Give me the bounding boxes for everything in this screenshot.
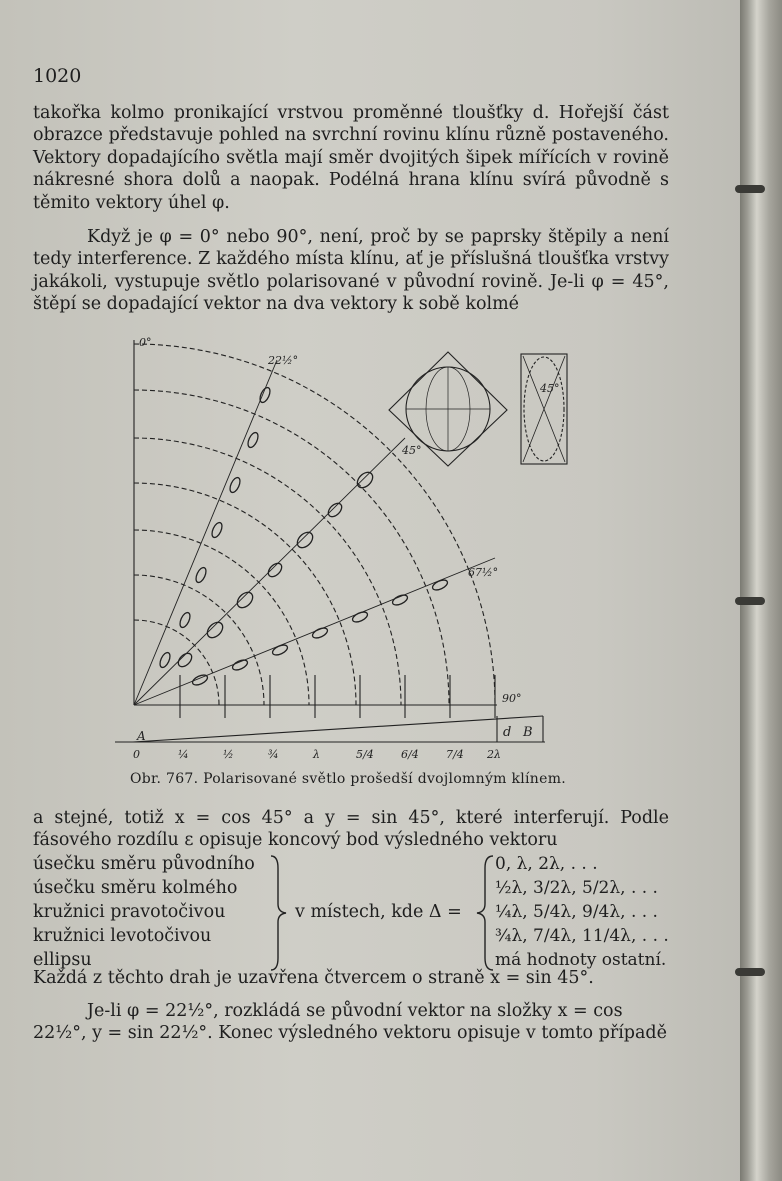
- case-item: kružnici pravotočivou: [33, 902, 226, 922]
- left-brace: [268, 854, 290, 972]
- case-value: ¼λ, 5/4λ, 9/4λ, . . .: [495, 902, 658, 922]
- figure-caption: Obr. 767. Polarisované světlo prošedší dvojlomným klínem.: [130, 771, 567, 787]
- ellipse-row-67: [191, 578, 449, 687]
- tick-5: 5/4: [356, 748, 374, 761]
- tick-8: 2λ: [487, 748, 501, 761]
- tick-0: 0: [133, 748, 140, 761]
- angle-label-22: 22½°: [268, 354, 299, 367]
- wedge-label-d: d: [503, 725, 512, 740]
- angle-label-0: 0°: [139, 336, 152, 349]
- tick-4: λ: [313, 748, 320, 761]
- angle-label-67: 67½°: [468, 566, 499, 579]
- case-value: ½λ, 3/2λ, 5/2λ, . . .: [495, 878, 658, 898]
- paragraph-5: Je-li φ = 22½°, rozkládá se původní vektor na složky x = cos 22½°, y = sin 22½°. Konec výsledného vektoru opisuje v tomto případě: [33, 1001, 667, 1044]
- case-value: ¾λ, 7/4λ, 11/4λ, . . .: [495, 926, 669, 946]
- case-value: má hodnoty ostatní.: [495, 950, 667, 970]
- case-item: úsečku směru původního: [33, 854, 255, 874]
- wedge-label-A: A: [137, 729, 146, 743]
- paragraph-3: a stejné, totiž x = cos 45° a y = sin 45°, které interferují. Podle fásového rozdílu ε opisuje koncový bod výsledného vektoru: [33, 808, 669, 851]
- binding-stitch: [735, 597, 765, 605]
- wedge-label-B: B: [523, 725, 533, 740]
- case-condition: v místech, kde Δ =: [295, 902, 462, 922]
- case-item: ellipsu: [33, 950, 92, 970]
- tick-2: ½: [223, 748, 234, 761]
- wedge-polarisation-figure: [105, 330, 585, 765]
- case-item: úsečku směru kolmého: [33, 878, 238, 898]
- tick-7: 7/4: [446, 748, 464, 761]
- angle-label-45: 45°: [402, 444, 422, 457]
- ellipse-row-22: [158, 386, 272, 669]
- angle-label-90: 90°: [502, 692, 522, 705]
- case-item: kružnici levotočivou: [33, 926, 212, 946]
- binding-stitch: [735, 968, 765, 976]
- tick-3: ¾: [268, 748, 279, 761]
- binding-stitch: [735, 185, 765, 193]
- inset-angle-label: 45°: [540, 382, 560, 395]
- tick-6: 6/4: [401, 748, 419, 761]
- paragraph-2: Když je φ = 0° nebo 90°, není, proč by se paprsky štěpily a není tedy interference. Z každého místa klínu, ať je příslušná tloušťka vrstvy jakákoli, vystupuje světlo polarisované v původní rovině. Je-li φ = 45°, štěpí se dopadající vektor na dva vektory k sobě kolmé: [33, 227, 669, 315]
- page-number: 1020: [33, 65, 82, 87]
- paragraph-1: takořka kolmo pronikající vrstvou proměnné tloušťky d. Hořejší část obrazce představuje pohled na svrchní rovinu klínu různě postaveného. Vektory dopadajícího světla mají směr dvojitých šipek mířících v rovině nákresné shora dolů a naopak. Podélná hrana klínu svírá původně s těmito vektory úhel φ.: [33, 103, 669, 213]
- tick-1: ¼: [178, 748, 189, 761]
- right-brace: [475, 854, 497, 972]
- paragraph-4: Každá z těchto drah je uzavřena čtvercem o straně x = sin 45°.: [33, 968, 594, 988]
- book-spine: [740, 0, 782, 1181]
- case-value: 0, λ, 2λ, . . .: [495, 854, 598, 874]
- inset-rectangle-lissajous: [521, 354, 567, 464]
- cases-block: [33, 854, 683, 974]
- wedge-hypotenuse: [133, 716, 543, 742]
